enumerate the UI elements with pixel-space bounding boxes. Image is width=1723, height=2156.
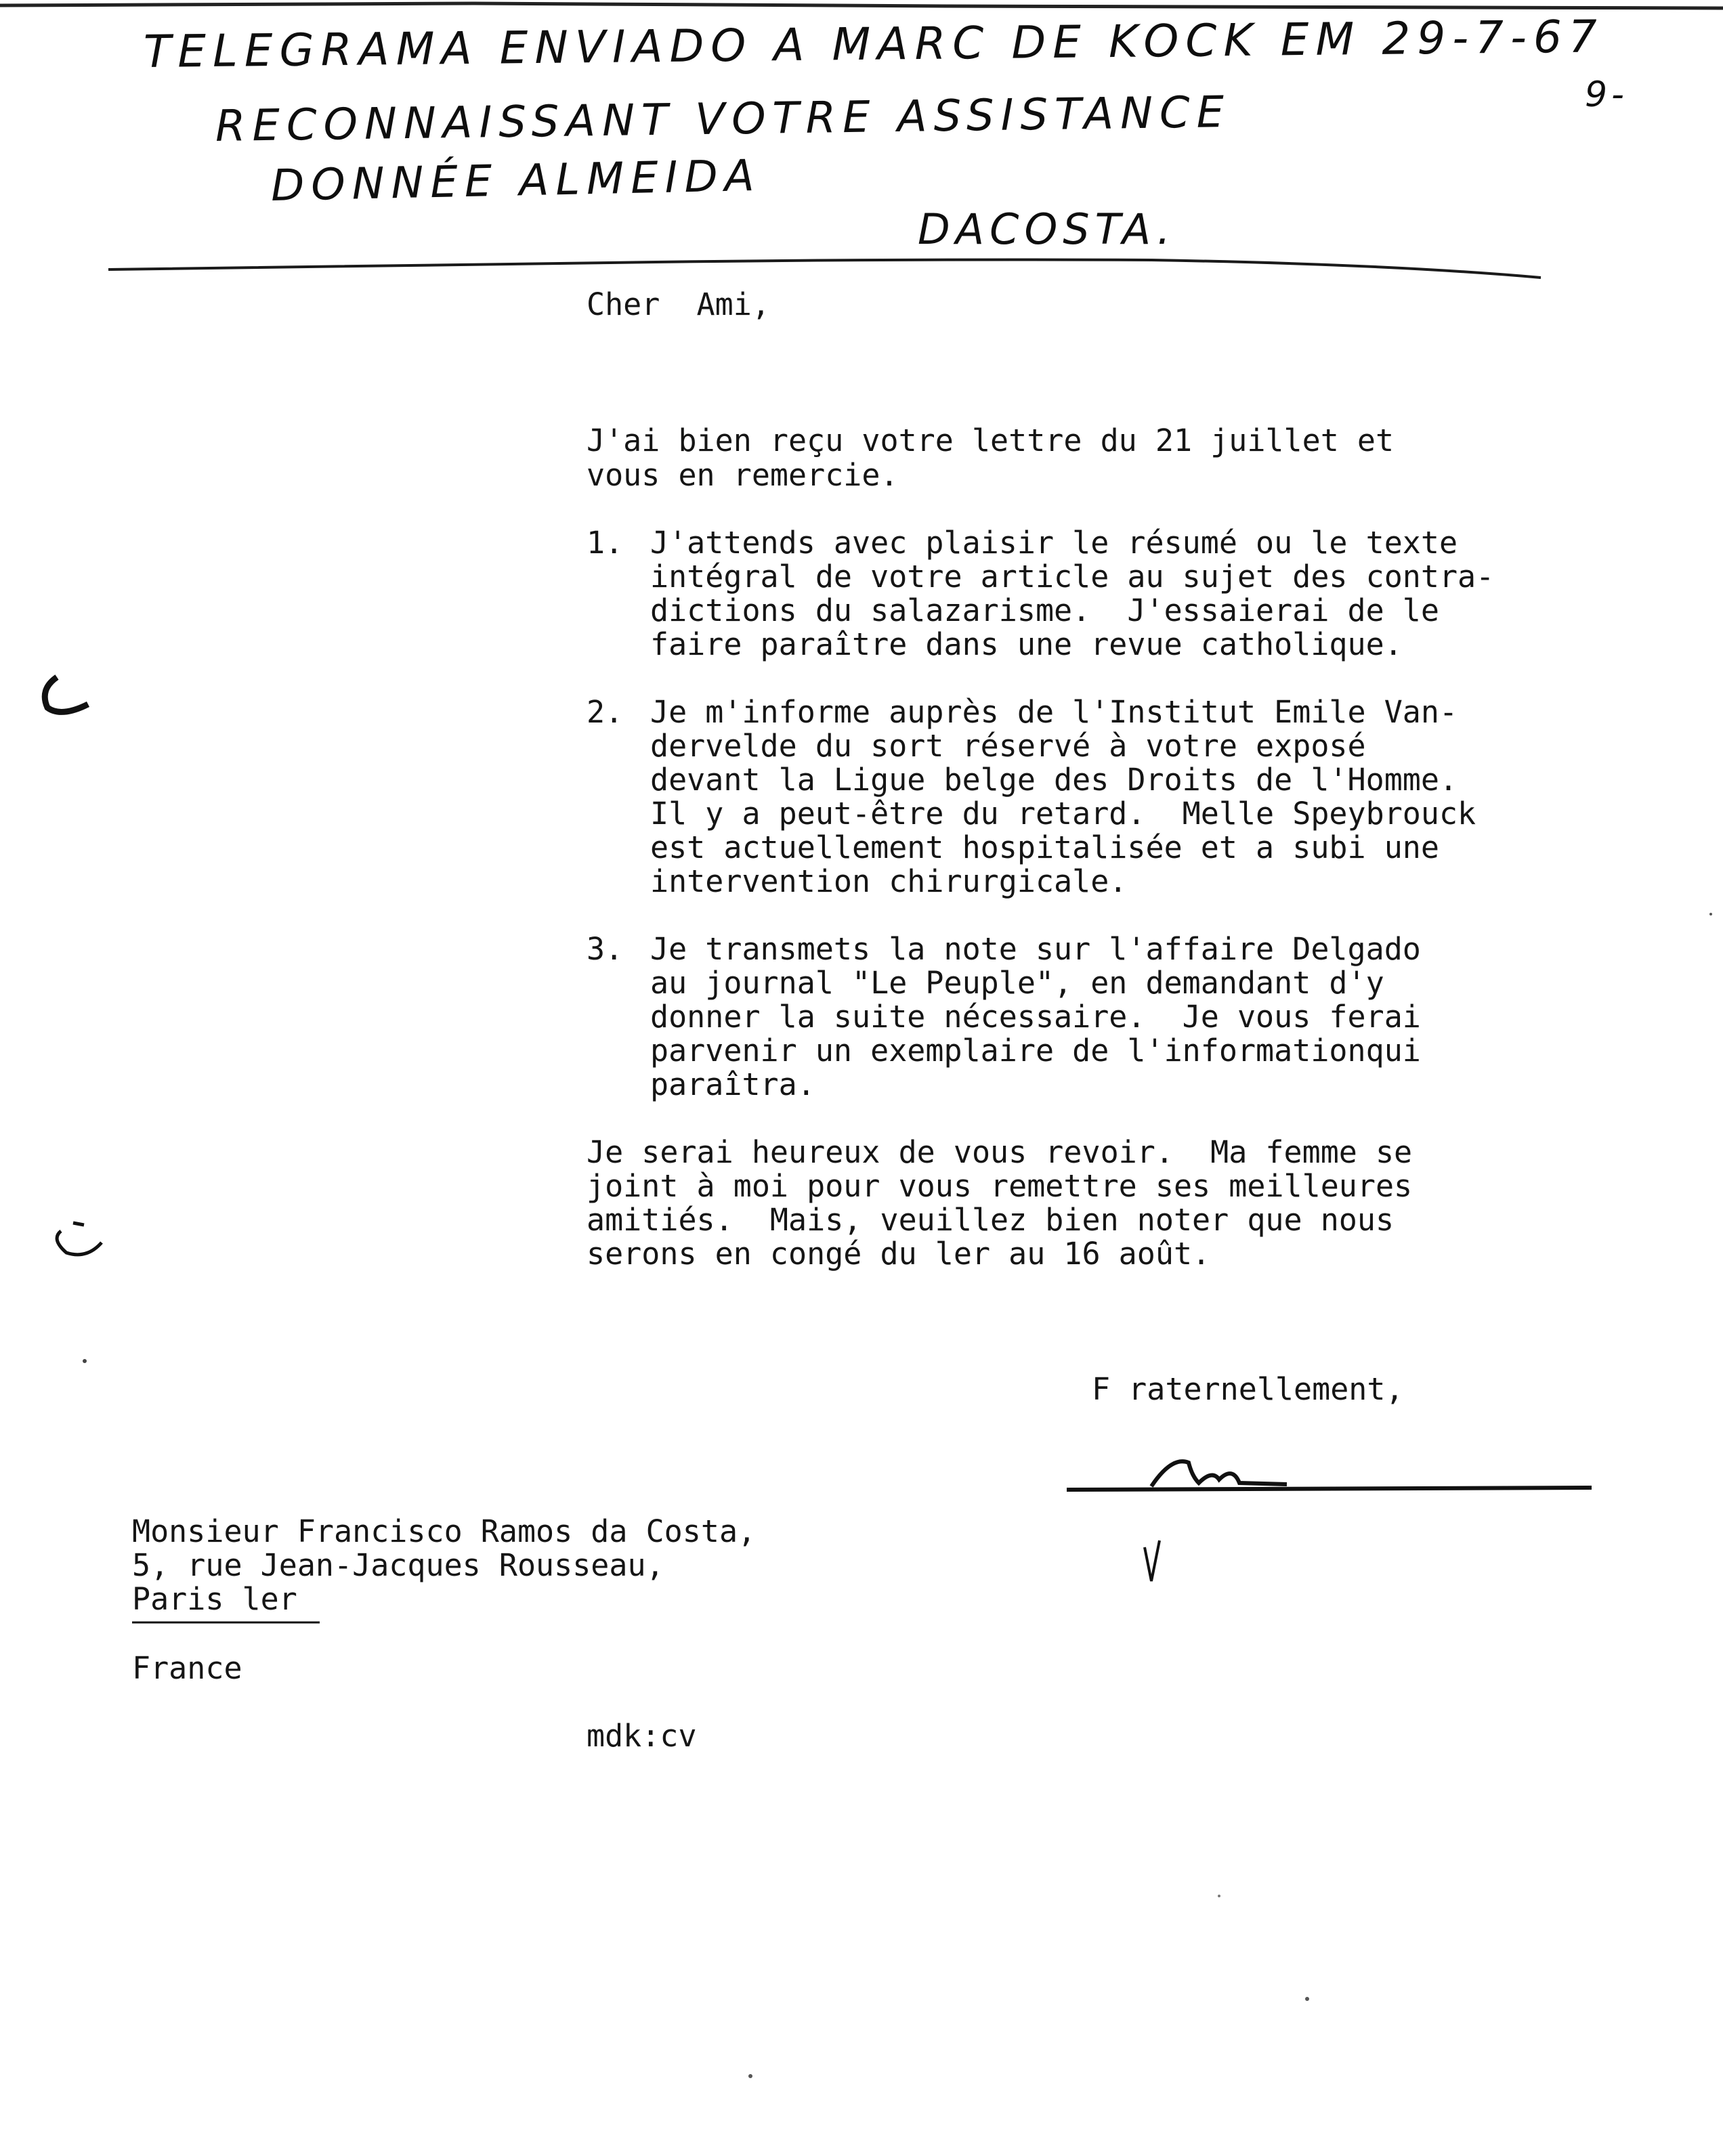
scan-speck <box>1218 1895 1220 1897</box>
recipient-street: 5, rue Jean-Jacques Rousseau, <box>132 1547 664 1583</box>
item-number: 3. <box>587 931 624 967</box>
sign-off: F raternellement, <box>1092 1371 1404 1407</box>
item-line: est actuellement hospitalisée et a subi une <box>650 829 1439 865</box>
item-line: J'attends avec plaisir le résumé ou le texte <box>650 525 1458 561</box>
handwritten-note-line-1: TELEGRAMA ENVIADO A MARC DE KOCK EM 29-7-67 <box>143 10 1604 78</box>
recipient-name: Monsieur Francisco Ramos da Costa, <box>132 1513 757 1549</box>
item-line: donner la suite nécessaire. Je vous ferai <box>650 999 1421 1035</box>
item-line: faire paraître dans une revue catholique. <box>650 626 1403 662</box>
note-separator-rule <box>108 260 1541 278</box>
punch-hole-dash <box>73 1223 84 1225</box>
signature-mark <box>1151 1461 1287 1486</box>
item-line: Je transmets la note sur l'affaire Delgado <box>650 931 1421 967</box>
closing-line: Je serai heureux de vous revoir. Ma femme se <box>587 1134 1413 1170</box>
item-line: parvenir un exemplaire de l'informationqui <box>650 1033 1421 1069</box>
item-line: dictions du salazarisme. J'essaierai de le <box>650 592 1439 628</box>
item-line: dervelde du sort réservé à votre exposé <box>650 728 1366 764</box>
item-number: 1. <box>587 525 624 561</box>
scan-speck <box>1709 913 1712 915</box>
signature-line <box>1067 1488 1592 1490</box>
closing-line: serons en congé du ler au 16 août. <box>587 1236 1211 1272</box>
reference-initials: mdk:cv <box>587 1718 697 1754</box>
item-line: devant la Ligue belge des Droits de l'Homme. <box>650 762 1458 798</box>
handwritten-note-line-2: RECONNAISSANT VOTRE ASSISTANCE <box>215 87 1231 152</box>
scan-speck <box>1305 1997 1309 2001</box>
check-mark <box>1145 1540 1160 1581</box>
top-scan-edge <box>0 3 1723 8</box>
item-line: Il y a peut-être du retard. Melle Speybrouck <box>650 796 1476 832</box>
item-line: Je m'informe auprès de l'Institut Emile Van- <box>650 694 1458 730</box>
item-line: paraîtra. <box>650 1066 815 1102</box>
item-line: intervention chirurgicale. <box>650 863 1128 899</box>
handwritten-note-line-4: DACOSTA. <box>918 204 1176 254</box>
intro-line: J'ai bien reçu votre lettre du 21 juillet et <box>587 423 1395 458</box>
handwritten-note-margin-mark: 9- <box>1585 74 1628 115</box>
intro-line: vous en remercie. <box>587 457 899 493</box>
handwritten-note-line-3: DONNÉE ALMEIDA <box>270 150 762 211</box>
salutation: Cher Ami, <box>587 286 770 322</box>
scan-speck <box>83 1359 87 1363</box>
recipient-country: France <box>132 1650 242 1686</box>
scan-speck <box>748 2074 752 2078</box>
item-line: au journal "Le Peuple", en demandant d'y <box>650 965 1384 1001</box>
closing-line: joint à moi pour vous remettre ses meilleures <box>587 1168 1413 1204</box>
punch-hole-mark-upper <box>45 677 88 712</box>
item-line: intégral de votre article au sujet des contra- <box>650 559 1495 595</box>
recipient-city: Paris ler <box>132 1581 297 1617</box>
closing-line: amitiés. Mais, veuillez bien noter que nous <box>587 1202 1395 1238</box>
punch-hole-mark-lower <box>57 1231 102 1255</box>
item-number: 2. <box>587 694 624 730</box>
